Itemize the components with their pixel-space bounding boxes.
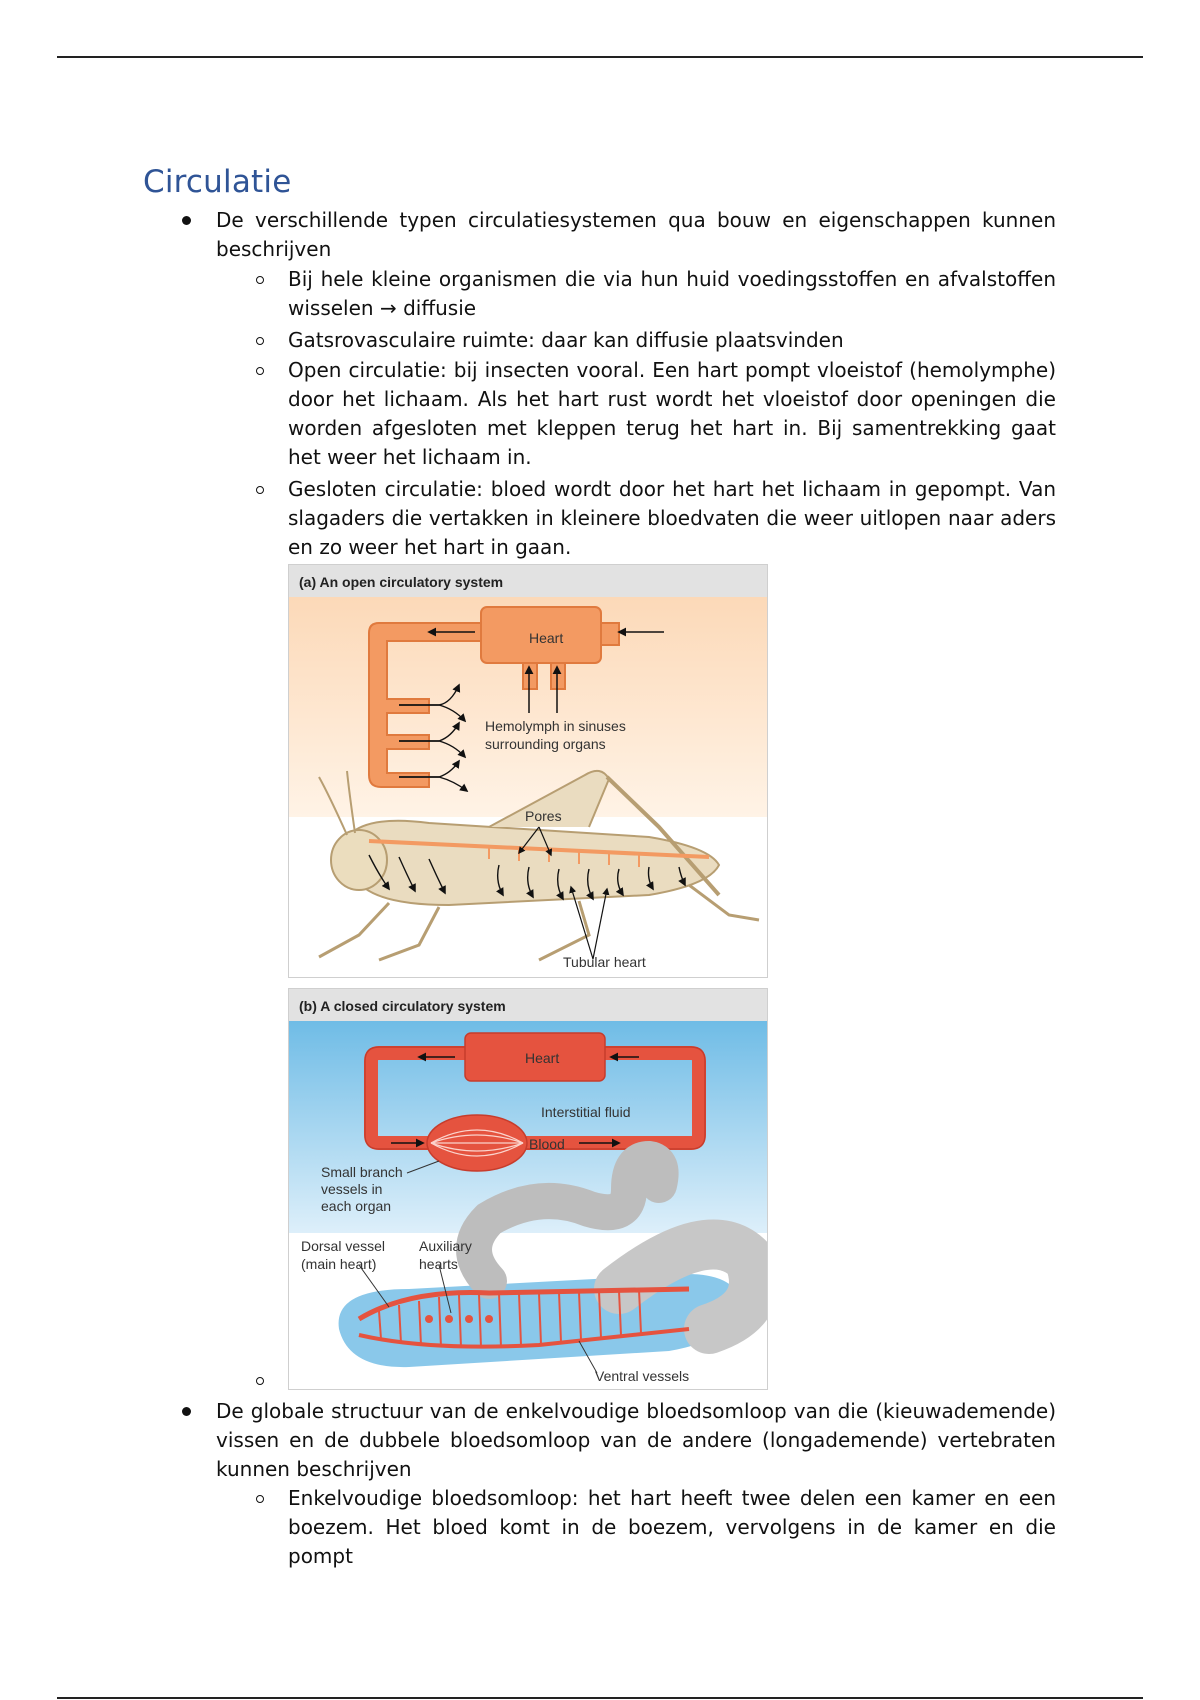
- subitem-gastrovascular: Gatsrovasculaire ruimte: daar kan diffusie plaatsvinden: [288, 328, 844, 352]
- subitem-closed-circulation: Gesloten circulatie: bloed wordt door het hart het lichaam in gepompt. Van slagaders die vertakken in kleinere bloedvaten die weer uitlopen naar aders en zo weer het hart in gaan.: [288, 477, 1056, 559]
- footer-rule: [57, 1697, 1143, 1699]
- open-circulatory-diagram: [289, 565, 767, 977]
- blood-label: Blood: [529, 1136, 565, 1152]
- bullet-icon: [182, 1407, 191, 1416]
- heart-label-b: Heart: [525, 1050, 560, 1066]
- circle-bullet-icon: [256, 1495, 264, 1503]
- bullet-text-circulation-structure: De globale structuur van de enkelvoudige bloedsomloop van die (kieuwademende) vissen en de dubbele bloedsomloop van de andere (longademende) vertebraten kunnen beschrijven: [216, 1399, 1056, 1481]
- dorsal-vessel-label: Dorsal vessel: [301, 1238, 386, 1254]
- figure-b-title: (b) A closed circulatory system: [299, 998, 506, 1014]
- figure-closed-circulatory-system: [288, 988, 768, 1390]
- figure-a-title: (a) An open circulatory system: [299, 574, 504, 590]
- bullet-icon: [182, 216, 191, 225]
- circle-bullet-icon: [256, 276, 264, 284]
- circle-bullet-icon: [256, 367, 264, 375]
- subitem-open-circulation: Open circulatie: bij insecten vooral. Een hart pompt vloeistof (hemolymphe) door het lichaam. Als het hart rust wordt het vloeistof door openingen die worden afgesloten met kleppen terug het hart in. Bij samentrekking gaat het weer het lichaam in.: [288, 358, 1056, 469]
- circle-bullet-icon: [256, 337, 264, 345]
- heart-label: Heart: [529, 630, 564, 646]
- bullet-text-circulation-types: De verschillende typen circulatiesystemen qua bouw en eigenschappen kunnen beschrijven: [216, 208, 1056, 261]
- section-heading: Circulatie: [143, 164, 292, 200]
- interstitial-fluid-label: Interstitial fluid: [541, 1104, 631, 1120]
- subitem-single-circulation: Enkelvoudige bloedsomloop: het hart heeft twee delen een kamer en een boezem. Het bloed komt in de boezem, vervolgens in de kamer en die pompt: [288, 1486, 1056, 1568]
- header-rule: [57, 56, 1143, 58]
- hemolymph-label: Hemolymph in sinuses: [485, 718, 626, 734]
- auxiliary-hearts-label-line2: hearts: [419, 1256, 458, 1272]
- ventral-vessels-label: Ventral vessels: [595, 1368, 690, 1384]
- small-branch-label-line3: each organ: [321, 1198, 392, 1214]
- pores-label: Pores: [525, 808, 562, 824]
- subitem-diffusion: Bij hele kleine organismen die via hun huid voedingsstoffen en afvalstoffen wisselen → diffusie: [288, 267, 1056, 320]
- tubular-heart-label: Tubular heart: [563, 954, 646, 970]
- closed-circulatory-diagram: [289, 989, 767, 1389]
- circle-bullet-icon: [256, 486, 264, 494]
- hemolymph-label-line2: surrounding organs: [485, 736, 606, 752]
- circle-bullet-icon: [256, 1377, 264, 1385]
- dorsal-vessel-label-line2: (main heart): [301, 1256, 377, 1272]
- small-branch-label: Small branch: [321, 1164, 403, 1180]
- auxiliary-hearts-label: Auxiliary: [419, 1238, 472, 1254]
- figure-open-circulatory-system: [288, 564, 768, 978]
- small-branch-label-line2: vessels in: [321, 1181, 383, 1197]
